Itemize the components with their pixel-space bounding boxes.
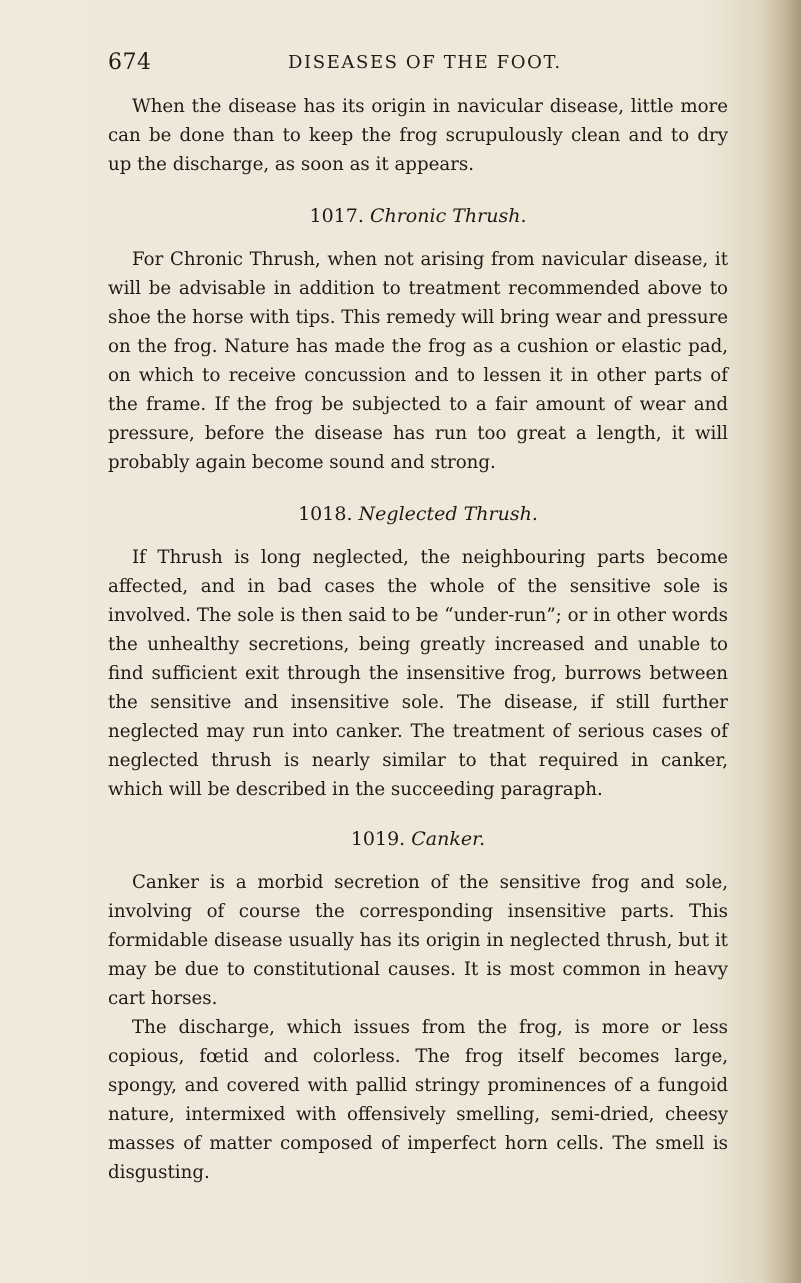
section-title: Chronic Thrush. xyxy=(369,205,527,227)
section-title: Canker. xyxy=(411,828,486,850)
section-number: 1019. xyxy=(350,828,406,850)
page-body xyxy=(108,92,728,1187)
page-header xyxy=(108,50,728,82)
section-heading-1017 xyxy=(108,201,728,231)
section-heading-1018 xyxy=(108,499,728,529)
paragraph-neglected-thrush: If Thrush is long neglected, the neighbouring parts become affected, and in bad cases the whole of the sensitive sole is involved. The sole is then said to be “under-run”; or in other words the unhealthy secretions, being greatly increased and unable to find sufficient exit through the insensitive frog, burrows between the sensitive and insensitive sole. The disease, if still further neglected may run into canker. The treatment of serious cases of neglected thrush is nearly similar to that required in canker, which will be described in the succeeding paragraph. xyxy=(108,547,728,800)
section-title: Neglected Thrush. xyxy=(358,503,538,525)
running-head: DISEASES OF THE FOOT. xyxy=(288,52,562,73)
section-number: 1018. xyxy=(298,503,353,525)
paragraph-canker-2: The discharge, which issues from the frog, is more or less copious, fœtid and colorless. The frog itself becomes large, spongy, and covered with pallid stringy prominences of a fungoid nature, intermixed with offensively smelling, semi-dried, cheesy masses of matter composed of imperfect horn cells. The smell is disgusting. xyxy=(108,1017,728,1183)
page-number: 674 xyxy=(108,50,152,75)
paragraph-chronic-thrush: For Chronic Thrush, when not arising from navicular disease, it will be advisable in addition to treatment recommended above to shoe the horse with tips. This remedy will bring wear and pressure on the frog. Nature has made the frog as a cushion or elastic pad, on which to receive concussion and to lessen it in other parts of the frame. If the frog be subjected to a fair amount of wear and pressure, before the disease has run too great a length, it will probably again become sound and strong. xyxy=(108,249,728,473)
section-heading-1019 xyxy=(108,824,728,854)
section-number: 1017. xyxy=(309,205,364,227)
intro-paragraph: When the disease has its origin in navicular disease, little more can be done than to keep the frog scrupulously clean and to dry up the discharge, as soon as it appears. xyxy=(108,96,728,175)
page-gutter-shadow xyxy=(763,0,801,1283)
paragraph-canker-1: Canker is a morbid secretion of the sensitive frog and sole, involving of course the corresponding insensitive parts. This formidable disease usually has its origin in neglected thrush, but it may be due to constitutional causes. It is most common in heavy cart horses. xyxy=(108,872,728,1009)
